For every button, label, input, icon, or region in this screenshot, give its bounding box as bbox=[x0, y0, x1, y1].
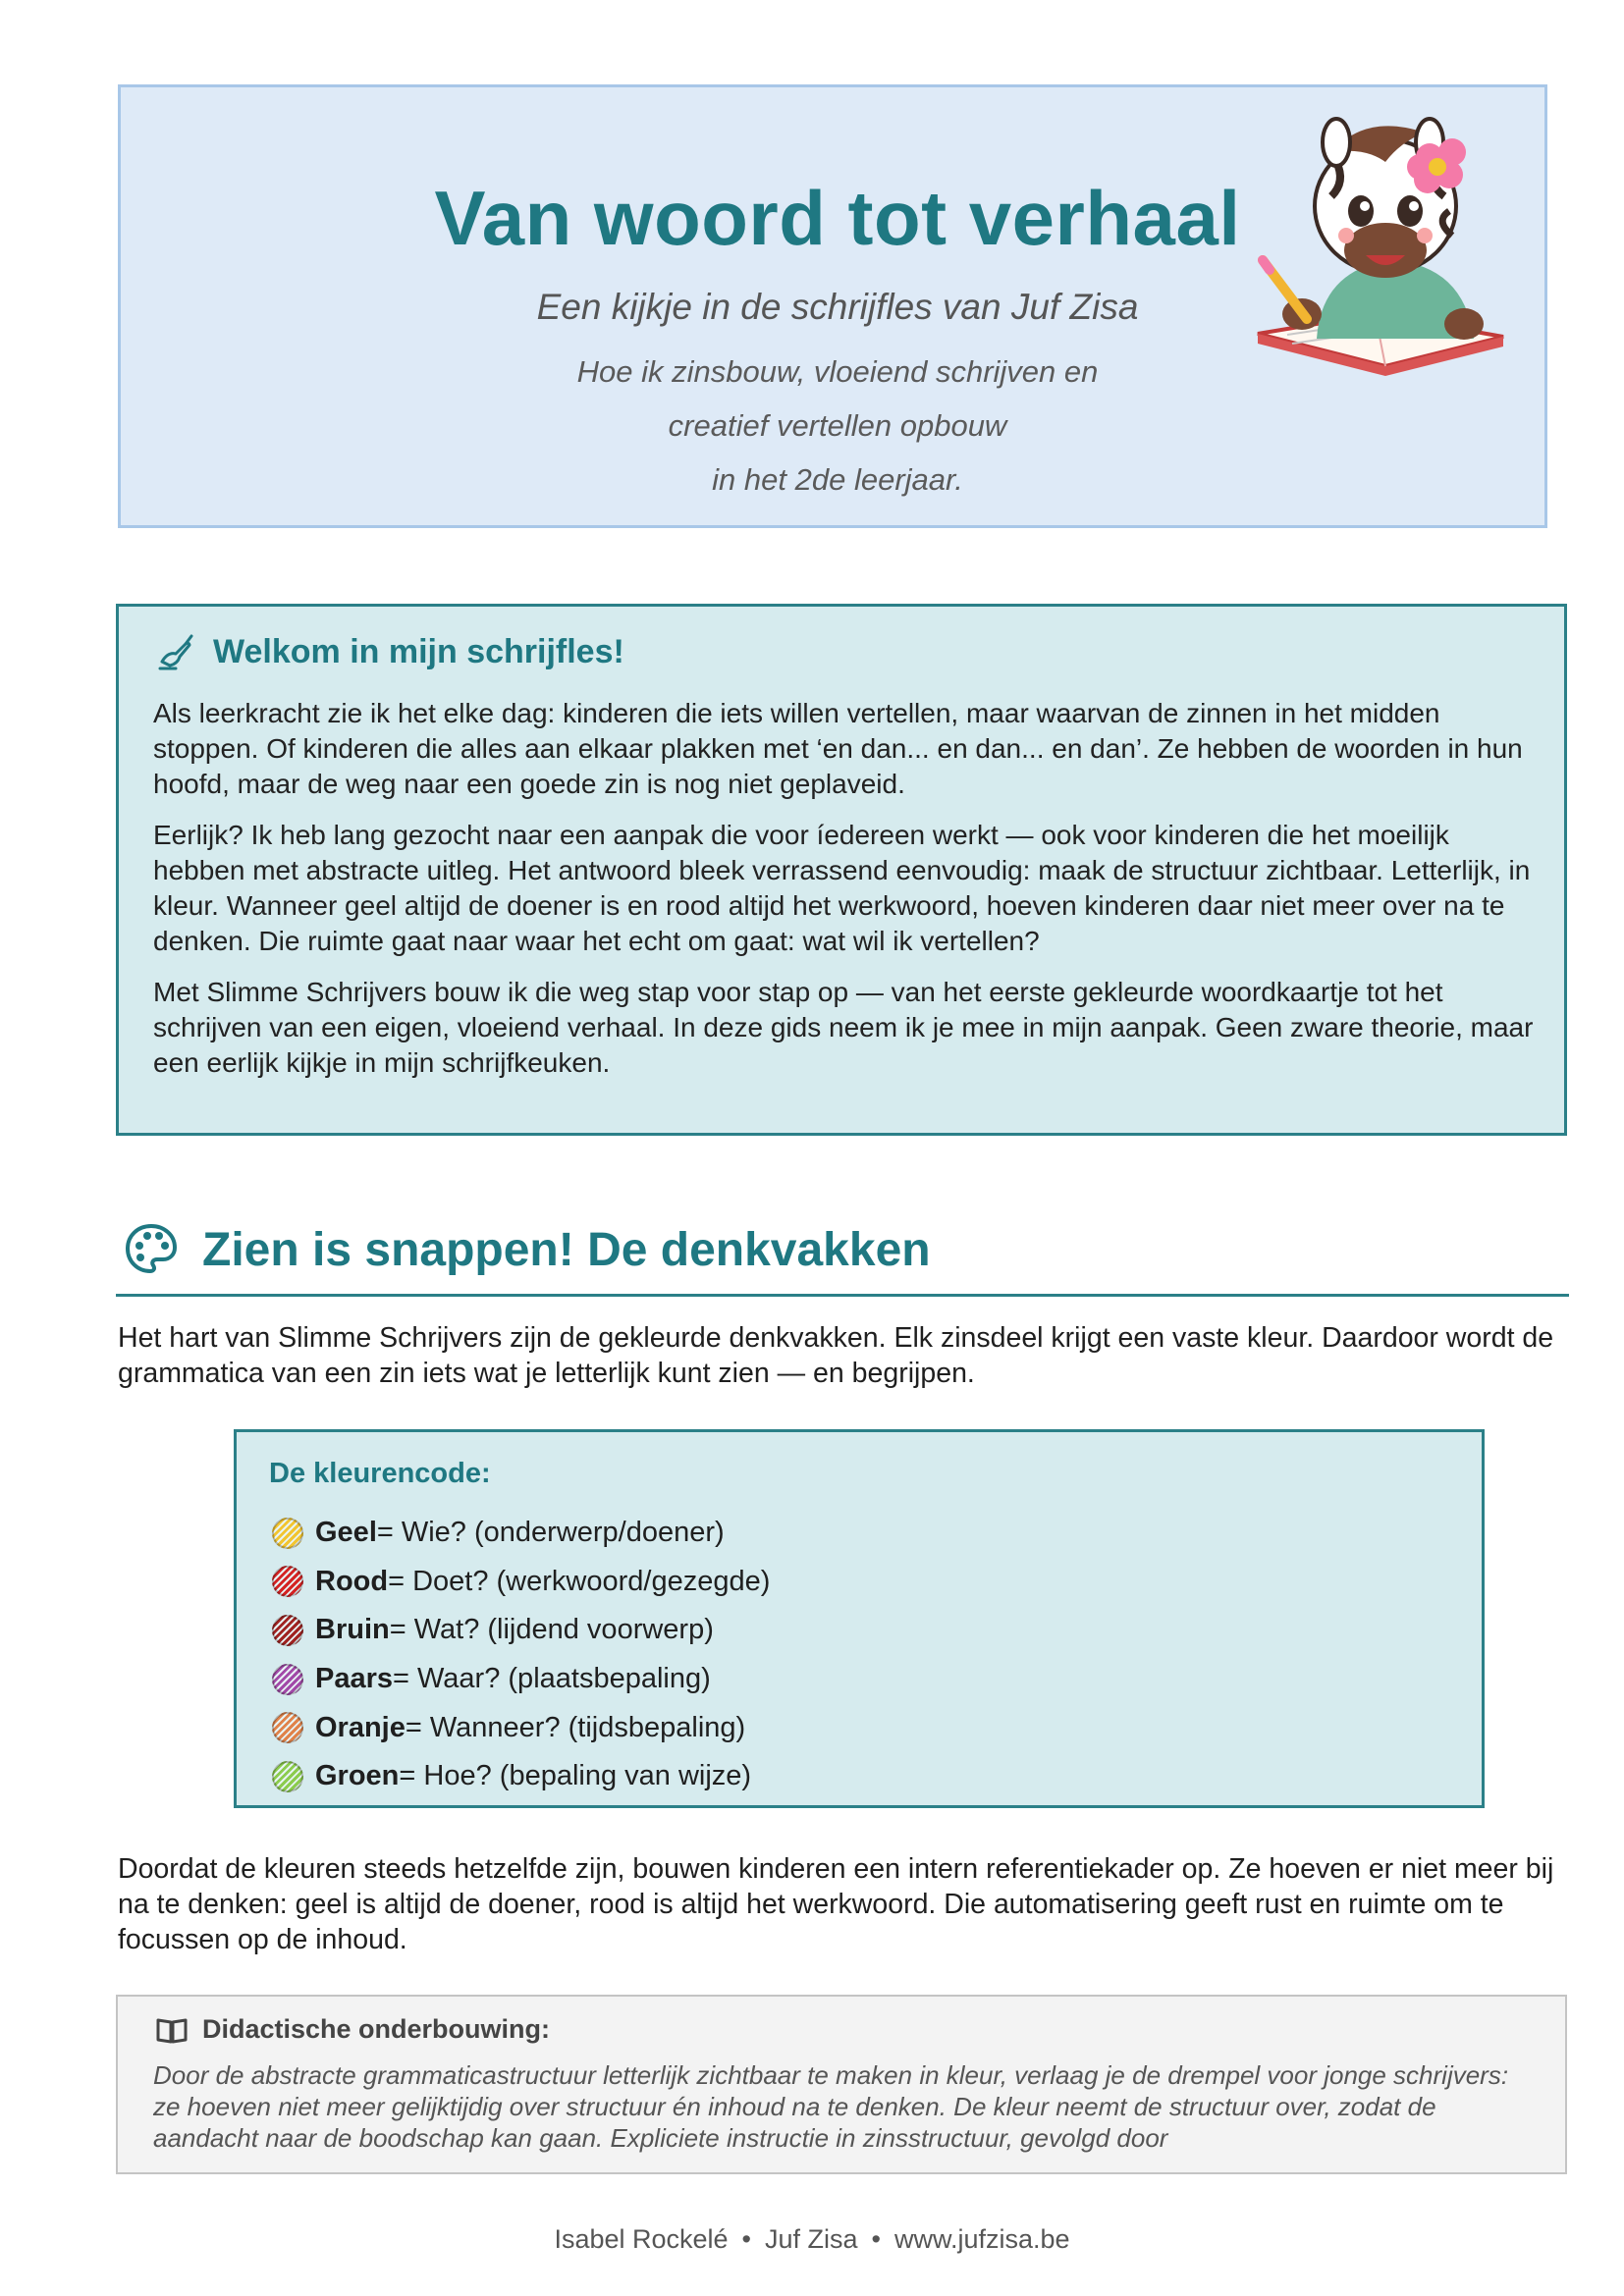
writing-hand-icon bbox=[156, 632, 195, 671]
color-meaning: = Waar? (plaatsbepaling) bbox=[393, 1663, 711, 1695]
brown-circle-icon bbox=[272, 1615, 303, 1646]
color-code-item bbox=[272, 1606, 770, 1655]
color-code-list bbox=[272, 1509, 770, 1801]
color-name: Paars bbox=[315, 1663, 394, 1695]
description-line-1: Hoe ik zinsbouw, vloeiend schrijven en bbox=[576, 354, 1099, 389]
color-name: Geel bbox=[315, 1517, 377, 1549]
page-footer bbox=[0, 2224, 1624, 2255]
didactic-box bbox=[116, 1995, 1567, 2174]
welcome-header bbox=[156, 632, 624, 671]
welcome-body bbox=[153, 696, 1538, 1096]
color-meaning: = Wanneer? (tijdsbepaling) bbox=[405, 1711, 746, 1743]
red-circle-icon bbox=[272, 1566, 303, 1597]
yellow-circle-icon bbox=[272, 1518, 303, 1549]
welcome-paragraph-3: Met Slimme Schrijvers bouw ik die weg stap voor stap op — van het eerste gekleurde woordkaartje tot het schrijven van een eigen, vloeiend verhaal. In deze gids neem ik je mee in mijn aanpak. Geen zware theorie, maar een eerlijk kijkje in mijn schrijfkeuken. bbox=[153, 977, 1534, 1078]
footer-separator: • bbox=[871, 2224, 881, 2254]
orange-circle-icon bbox=[272, 1712, 303, 1743]
color-meaning: = Doet? (werkwoord/gezegde) bbox=[388, 1565, 771, 1597]
color-code-item bbox=[272, 1509, 770, 1558]
section-divider bbox=[116, 1294, 1569, 1297]
color-code-title: De kleurencode: bbox=[269, 1458, 491, 1489]
description-line-3: in het 2de leerjaar. bbox=[712, 462, 963, 497]
color-name: Oranje bbox=[315, 1711, 406, 1743]
color-code-item bbox=[272, 1558, 770, 1607]
zebra-mascot-icon bbox=[1228, 113, 1523, 407]
description-line-2: creatief vertellen opbouw bbox=[668, 408, 1007, 443]
footer-brand: Juf Zisa bbox=[765, 2224, 858, 2254]
didactic-header bbox=[155, 2014, 550, 2045]
color-code-item bbox=[272, 1752, 770, 1801]
didactic-title: Didactische onderbouwing: bbox=[202, 2014, 551, 2044]
header-banner bbox=[118, 84, 1547, 528]
purple-circle-icon bbox=[272, 1664, 303, 1695]
footer-author: Isabel Rockelé bbox=[554, 2224, 729, 2254]
footer-website[interactable]: www.jufzisa.be bbox=[893, 2224, 1070, 2254]
welcome-paragraph-1: Als leerkracht zie ik het elke dag: kinderen die iets willen vertellen, maar waarvan de zinnen in het midden stoppen. Of kinderen die alles aan elkaar plakken met ‘en dan... en dan... en dan’. Ze hebben de woorden in hun hoofd, maar de weg naar een goede zin is nog niet geplaveid. bbox=[153, 698, 1523, 799]
color-meaning: = Wat? (lijdend voorwerp) bbox=[389, 1614, 714, 1646]
color-meaning: = Hoe? (bepaling van wijze) bbox=[399, 1760, 752, 1792]
color-code-item bbox=[272, 1655, 770, 1704]
didactic-text: Door de abstracte grammaticastructuur letterlijk zichtbaar te maken in kleur, verlaag je de drempel voor jonge schrijvers: ze hoeven niet meer gelijktijdig over structuur én inhoud na te denken. De kleur neemt de structuur over, zodat de aandacht naar de boodschap kan gaan. Expliciete instructie in zinsstructuur, gevolgd door bbox=[153, 2060, 1509, 2153]
book-icon bbox=[155, 2015, 189, 2045]
section-outro: Doordat de kleuren steeds hetzelfde zijn, bouwen kinderen een intern referentiekader op. Ze hoeven er niet meer bij na te denken: geel is altijd de doener, rood is altijd het werkwoord. Die automatisering geeft rust en ruimte om te focussen op de inhoud. bbox=[118, 1853, 1554, 1955]
page-subtitle: Een kijkje in de schrijfles van Juf Zisa bbox=[536, 287, 1139, 327]
section-heading bbox=[124, 1222, 931, 1277]
section-intro: Het hart van Slimme Schrijvers zijn de gekleurde denkvakken. Elk zinsdeel krijgt een vaste kleur. Daardoor wordt de grammatica van een zin iets wat je letterlijk kunt zien — en begrijpen. bbox=[118, 1322, 1554, 1389]
color-name: Bruin bbox=[315, 1614, 390, 1646]
color-code-box bbox=[234, 1429, 1485, 1808]
section-title: Zien is snappen! De denkvakken bbox=[202, 1223, 931, 1276]
welcome-paragraph-2: Eerlijk? Ik heb lang gezocht naar een aanpak die voor íedereen werkt — ook voor kinderen die het moeilijk hebben met abstracte uitleg. Het antwoord bleek verrassend eenvoudig: maak de structuur zichtbaar. Letterlijk, in kleur. Wanneer geel altijd de doener is en rood altijd het werkwoord, hoeven kinderen daar niet meer over na te denken. Die ruimte gaat naar waar het echt om gaat: wat wil ik vertellen? bbox=[153, 820, 1531, 956]
color-name: Groen bbox=[315, 1760, 400, 1792]
page-title: Van woord tot verhaal bbox=[434, 175, 1241, 261]
color-meaning: = Wie? (onderwerp/doener) bbox=[376, 1517, 725, 1549]
palette-icon bbox=[124, 1222, 179, 1277]
color-name: Rood bbox=[315, 1565, 389, 1597]
footer-separator: • bbox=[741, 2224, 751, 2254]
green-circle-icon bbox=[272, 1761, 303, 1792]
welcome-box bbox=[116, 604, 1567, 1136]
color-code-item bbox=[272, 1703, 770, 1752]
welcome-title: Welkom in mijn schrijfles! bbox=[213, 632, 624, 670]
